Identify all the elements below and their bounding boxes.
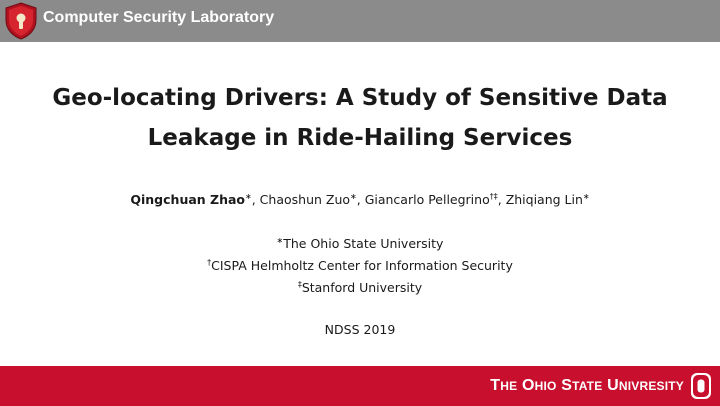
shield-keyhole-icon (4, 2, 38, 40)
author-name: Qingchuan Zhao (130, 192, 246, 207)
title-line-1: Geo-locating Drivers: A Study of Sensitive Data (52, 85, 668, 111)
affiliation-mark: ∗ (276, 235, 284, 245)
author-mark: †‡ (489, 191, 498, 201)
affiliation-name: CISPA Helmholtz Center for Information Security (211, 258, 513, 273)
affiliation (0, 236, 720, 251)
univ-smallcaps: TATE (572, 379, 603, 393)
univ-letter: O (521, 377, 535, 394)
affiliation-mark: ‡ (297, 279, 302, 289)
author-name: Zhiqiang Lin (505, 192, 583, 207)
author-name: Giancarlo Pellegrino (364, 192, 490, 207)
author-separator: , (497, 192, 506, 207)
author-mark: ∗ (350, 191, 357, 201)
affiliation (0, 258, 720, 273)
univ-smallcaps: NIVRESITY (618, 379, 684, 393)
univ-letter: U (607, 377, 619, 394)
affiliation-mark: † (207, 257, 212, 267)
venue: NDSS 2019 (324, 322, 396, 337)
header-bar (0, 0, 720, 42)
author-list (0, 192, 720, 207)
author-separator: , (251, 192, 260, 207)
univ-letter: S (561, 377, 573, 394)
affiliation (0, 280, 720, 295)
author-mark: ∗ (245, 191, 252, 201)
author-name: Chaoshun Zuo (259, 192, 351, 207)
author-separator: , (356, 192, 365, 207)
title-line-2: Leakage in Ride-Hailing Services (147, 125, 573, 151)
affiliation-name: The Ohio State University (283, 236, 444, 251)
university-name (490, 377, 684, 395)
lab-name: Computer Security Laboratory (43, 9, 275, 26)
affiliation-name: Stanford University (301, 280, 423, 295)
slide-title (0, 78, 720, 158)
univ-smallcaps: HIO (534, 379, 557, 393)
block-o-logo-icon (690, 372, 712, 400)
footer-bar (0, 366, 720, 406)
univ-letter: T (490, 377, 501, 394)
author-mark: ∗ (582, 191, 590, 201)
univ-smallcaps: HE (500, 379, 518, 393)
